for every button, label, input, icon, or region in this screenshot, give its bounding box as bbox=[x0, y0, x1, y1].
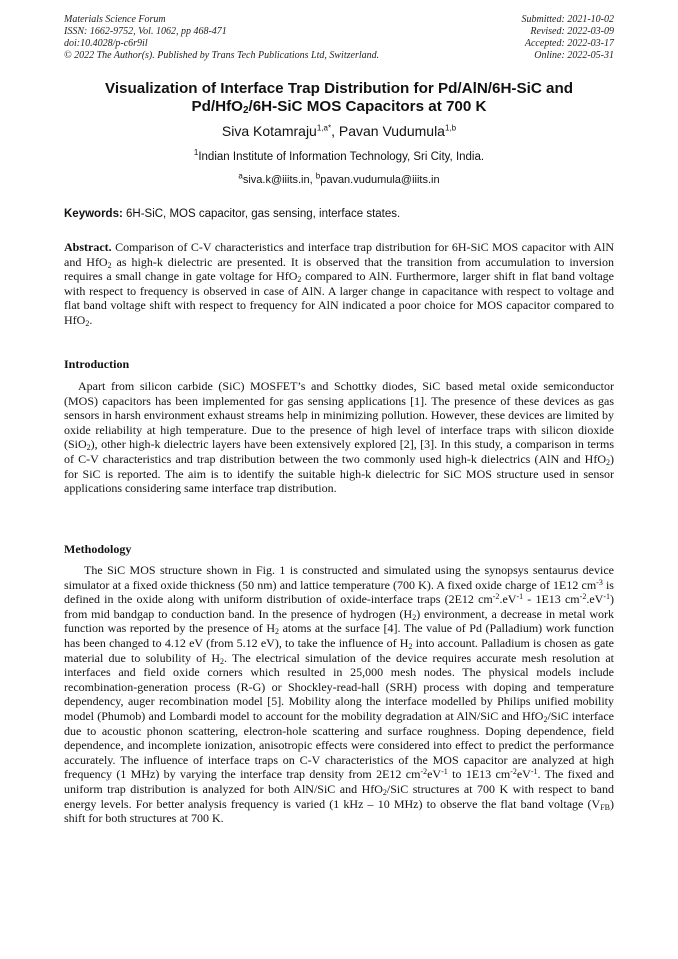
revised-date: Revised: 2022-03-09 bbox=[530, 26, 614, 37]
doi-line: doi:10.4028/p-c6r9il bbox=[64, 38, 148, 49]
issn-line: ISSN: 1662-9752, Vol. 1062, pp 468-471 bbox=[64, 26, 227, 37]
methodology-paragraph: The SiC MOS structure shown in Fig. 1 is constructed and simulated using the synopsys sentaurus device simulator at a fixed oxide thickness (50 nm) and lattice temperature (700 K). A fixed oxide charge of 1E12 $cm^{-3}$ is defined in the oxide along with uniform distribution of oxide-interface traps (2E12 $cm^{-2}.eV^{-1} - 1E13$ $cm^{-2}.eV^{-1}$) from mid bandgap to conduction band. In the presence of hydrogen $(H_2)$ environment, a decrease in metal work function was reported by the presence of $H_2$ atoms at the surface [4]. The value of Pd (Palladium) work function has been changed to 4.12 eV (from 5.12 eV), to take the influence of $H_2$ into account. Palladium is chosen as gate material due to solubility of $H_2$. The electrical simulation of the device requires accurate mesh resolution at interfaces and field oxide corners which resulted in 25,000 mesh nodes. The physical models include recombination-generation process (R-G) or Shockley-read-hall (SRH) process with doping and temperature dependency, auger recombination model [5]. Mobility along the interface modelled by Philips unified mobility model (Phumob) and Lombardi model to account for the mobility degradation at AlN/SiC and HfO$_2$/SiC interface due to acoustic phonon scattering, electron-hole scattering and surface roughness. Doping dependence, field dependence, and incomplete ionization, anisotropic effects were considered into effect to predict the performance accurately. The influence of interface traps on C-V characteristics of the MOS capacitor are analyzed at high frequency (1 MHz) by varying the interface trap density from 2E12 $cm^{-2}eV^{-1}$ to 1E13 $cm^{-2}eV^{-1}$. The fixed and uniform trap distribution is analyzed for both AlN/SiC and HfO$_2$/SiC structures at 700 K with respect to band energy levels. For better analysis frequency is varied (1 kHz – 10 MHz) to observe the flat band voltage $(V_{FB})$ shift for both structures at 700 K. bbox=[64, 563, 615, 826]
author-name: Siva Kotamraju bbox=[221, 123, 317, 139]
email-link[interactable]: pavan.vudumula@iiits.in bbox=[320, 174, 440, 186]
section-heading-methodology: Methodology bbox=[64, 542, 132, 556]
author-affiliation-mark: 1,b bbox=[444, 123, 457, 133]
copyright-line: © 2022 The Author(s). Published by Trans Tech Publications Ltd, Switzerland. bbox=[64, 50, 380, 61]
keywords-text: 6H-SiC, MOS capacitor, gas sensing, interface states. bbox=[122, 208, 401, 220]
journal-name: Materials Science Forum bbox=[64, 14, 166, 25]
publication-dates bbox=[522, 14, 615, 62]
keywords-label: Keywords: bbox=[64, 208, 123, 220]
section-heading-introduction: Introduction bbox=[64, 357, 130, 371]
submitted-date: Submitted: 2021-10-02 bbox=[521, 14, 614, 25]
abstract-label: Abstract. bbox=[64, 240, 112, 254]
email-link[interactable]: siva.k@iiits.in bbox=[242, 174, 310, 186]
author-list: Siva Kotamraju$^{1,a*}$, Pavan Vudumula$^{1,b}$ bbox=[221, 123, 457, 139]
author-affiliation-mark: 1,a* bbox=[316, 123, 332, 133]
keywords bbox=[64, 207, 614, 221]
abstract: Abstract. Comparison of C-V characteristics and interface trap distribution for 6H-SiC MOS capacitor with AlN and HfO$_2$ as high-k dielectric are presented. It is observed that the transition from accumulation to inversion requires a small change in gate voltage for HfO$_2$ compared to AlN. Furthermore, larger shift in flat band voltage with respect to frequency is observed in case of AlN. A larger change in capacitance with respect to voltage and flat band voltage shift with respect to frequency for AlN indicated a poor choice for MOS capacitor compared to HfO$_2$. bbox=[64, 240, 615, 328]
accepted-date: Accepted: 2022-03-17 bbox=[524, 38, 614, 49]
online-date: Online: 2022-05-31 bbox=[534, 50, 614, 61]
title-line-2: Pd/HfO$_2$/6H-SiC MOS Capacitors at 700 K bbox=[191, 98, 487, 116]
title-line-1: Visualization of Interface Trap Distribution for Pd/AlN/6H-SiC and bbox=[104, 80, 574, 97]
affiliation: $^1$Indian Institute of Information Technology, Sri City, India. bbox=[193, 148, 485, 163]
author-emails: $^a$siva.k@iiits.in, $^b$pavan.vudumula@iiits.in bbox=[238, 171, 440, 186]
paper-title bbox=[70, 80, 608, 116]
introduction-paragraph: Apart from silicon carbide (SiC) MOSFET’s and Schottky diodes, SiC based metal oxide semiconductor (MOS) capacitors has been implemented for gas sensing applications [1]. The presence of these devices as gas sensors in harsh environment exhaust streams help in minimizing pollution. However, these devices are limited by oxide reliability at high temperature. Due to the presence of high level of interface traps with silicon dioxide (SiO$_2$), other high-k dielectric layers have been extensively explored [2], [3]. In this study, a comparison in terms of C-V characteristics and trap distribution between the two commonly used high-k dielectrics (AlN and HfO$_2$) for SiC is reported. The aim is to identify the suitable high-k dielectric for SiC MOS structure used in sensor applications considering same interface trap distribution. bbox=[64, 379, 614, 496]
author-name: Pavan Vudumula bbox=[338, 123, 445, 139]
journal-info bbox=[64, 14, 379, 62]
